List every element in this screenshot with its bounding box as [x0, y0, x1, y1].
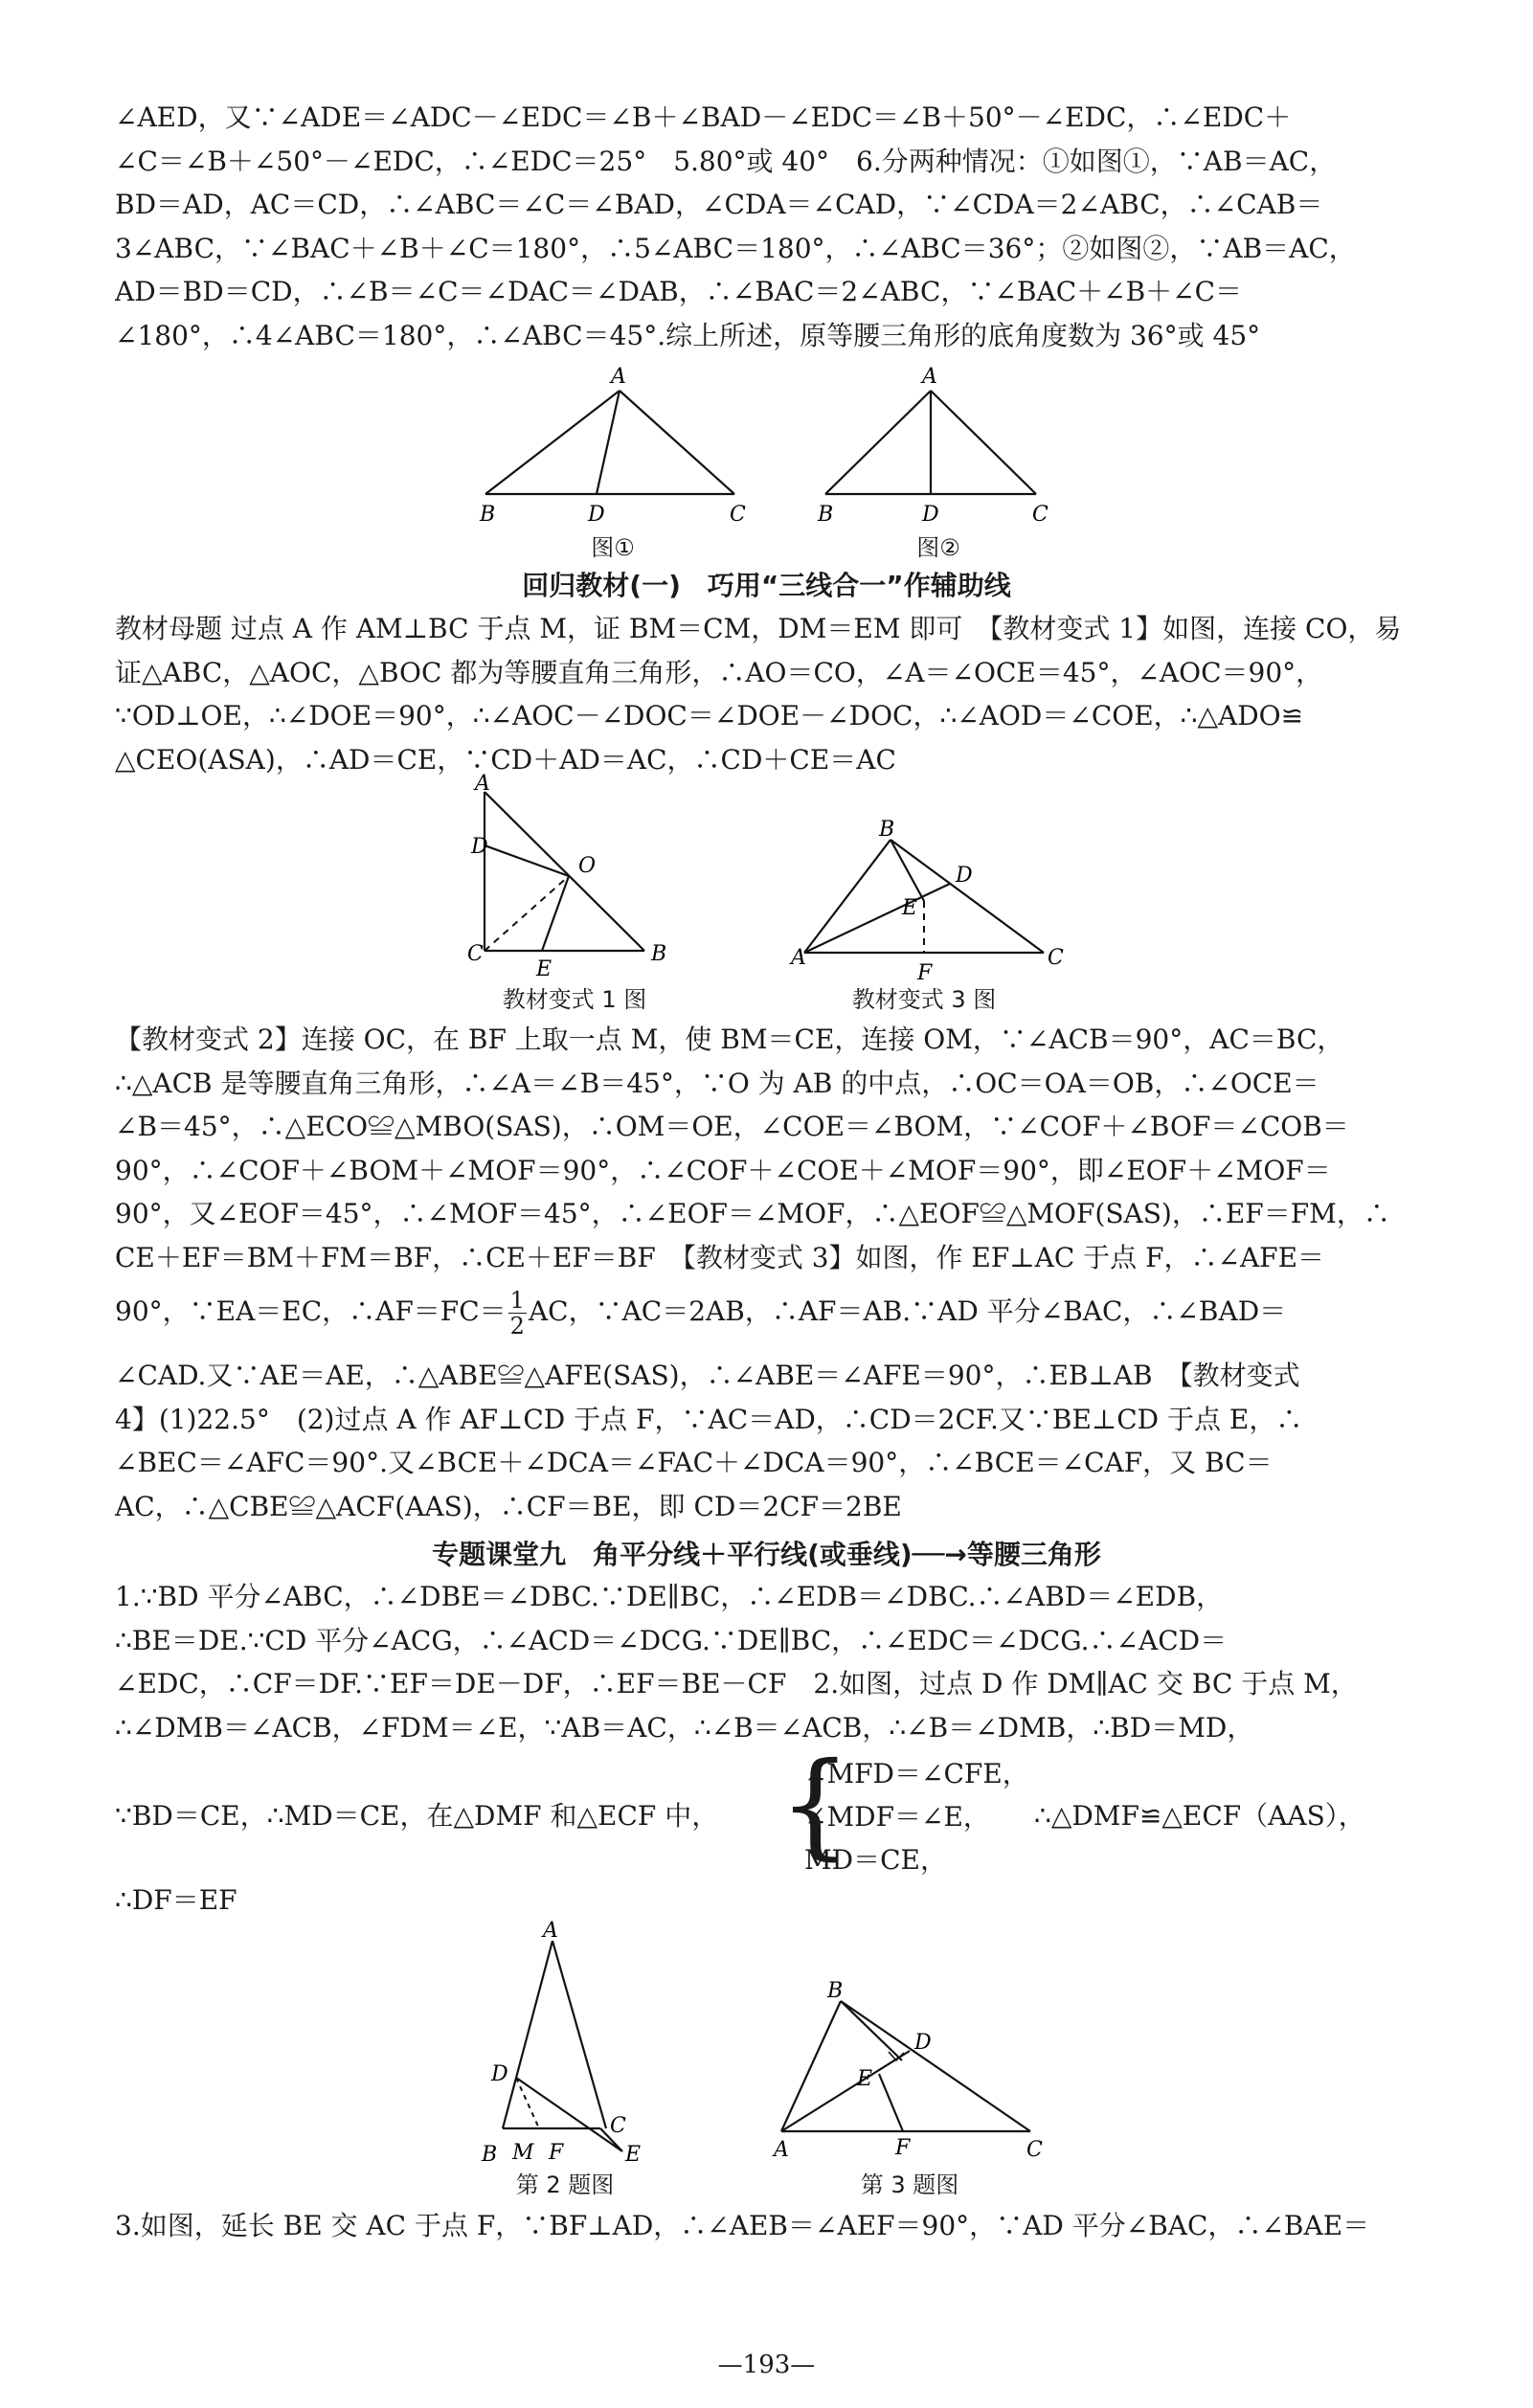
case-line: MD＝CE，	[804, 1844, 947, 1876]
label-d: D	[471, 835, 488, 859]
label-m: M	[512, 2141, 534, 2165]
label-c: C	[610, 2114, 626, 2138]
text-line: ∵OD⊥OE，∴∠DOE＝90°，∴∠AOC－∠DOC＝∠DOE－∠DOC，∴∠AOD＝∠COE，∴△ADO≌	[115, 700, 1304, 731]
text-line: ∠C＝∠B＋∠50°－∠EDC，∴∠EDC＝25° 5.80°或 40° 6.分两种情况：①如图①，∵AB＝AC，	[115, 145, 1337, 177]
figure-3	[458, 771, 688, 981]
label-a: A	[922, 365, 937, 389]
answer-block-9	[115, 2204, 1427, 2248]
text-line: 证△ABC，△AOC，△BOC 都为等腰直角三角形，∴AO＝CO，∠A＝∠OCE＝45°，∠AOC＝90°，	[115, 656, 1323, 688]
fraction-numerator: 1	[509, 1287, 525, 1314]
label-d: D	[588, 503, 605, 527]
label-f: F	[549, 2141, 564, 2165]
answer-block-5	[115, 1354, 1427, 1528]
label-d: D	[491, 2062, 508, 2086]
text-line	[115, 1283, 1427, 1340]
label-a: A	[791, 946, 806, 970]
figure-2	[814, 364, 1063, 527]
label-e: E	[857, 2067, 873, 2091]
text-line: △CEO(ASA)，∴AD＝CE，∵CD＋AD＝AC，∴CD＋CE＝AC	[115, 743, 896, 776]
text-line: CE＋EF＝BM＋FM＝BF，∴CE＋EF＝BF 【教材变式 3】如图，作 EF⊥AC 于点 F，∴∠AFE＝	[115, 1241, 1325, 1273]
section-title-1: 回归教材(一) 巧用“三线合一”作辅助线	[522, 570, 1011, 601]
label-a: A	[543, 1919, 558, 1943]
figure-5	[474, 1919, 665, 2167]
label-e: E	[902, 896, 918, 920]
text-line: ∴BE＝DE.∵CD 平分∠ACG，∴∠ACD＝∠DCG.∵DE∥BC，∴∠EDC＝∠DCG.∴∠ACD＝	[115, 1624, 1228, 1656]
text-line: 90°，又∠EOF＝45°，∴∠MOF＝45°，∴∠EOF＝∠MOF，∴△EOF≌△MOF(SAS)，∴EF＝FM，∴	[115, 1198, 1390, 1229]
figure-2-diagram	[814, 364, 1063, 527]
label-b: B	[480, 503, 496, 527]
fraction	[508, 1288, 527, 1339]
label-b: B	[482, 2143, 498, 2167]
text-line: ∴∠DMB＝∠ACB，∠FDM＝∠E，∵AB＝AC，∴∠B＝∠ACB，∴∠B＝∠DMB，∴BD＝MD，	[115, 1711, 1254, 1744]
cases-list	[804, 1752, 1029, 1881]
label-b: B	[827, 1979, 844, 2003]
figure-3-diagram	[458, 771, 688, 981]
text-line: ∠BEC＝∠AFC＝90°.又∠BCE＋∠DCA＝∠FAC＋∠DCA＝90°，∴∠BCE＝∠CAF，又 BC＝	[115, 1447, 1273, 1478]
text-line: 4】(1)22.5° (2)过点 A 作 AF⊥CD 于点 F，∵AC＝AD，∴CD＝2CF.又∵BE⊥CD 于点 E，∴	[115, 1403, 1303, 1435]
answer-block-4	[115, 1283, 1427, 1340]
page-number: —193—	[717, 2351, 816, 2379]
label-a: A	[774, 2138, 789, 2162]
text-line: ∠CAD.又∵AE＝AE，∴△ABE≌△AFE(SAS)，∴∠ABE＝∠AFE＝90°，∴EB⊥AB 【教材变式	[115, 1360, 1300, 1391]
label-d: D	[914, 2031, 932, 2055]
fraction-denominator: 2	[509, 1313, 525, 1339]
label-b: B	[651, 942, 667, 966]
figure-3-caption: 教材变式 1 图	[502, 986, 647, 1013]
answer-block-8	[115, 1879, 1427, 1923]
label-e: E	[536, 957, 552, 981]
figure-4	[785, 818, 1072, 985]
text-line: ∠B＝45°，∴△ECO≌△MBO(SAS)，∴OM＝OE，∠COE＝∠BOM，∵∠COF＋∠BOF＝∠COB＝	[115, 1111, 1349, 1142]
figure-6-caption: 第 3 题图	[860, 2172, 959, 2198]
label-c: C	[1048, 946, 1064, 970]
section-title-2: 专题课堂九 角平分线＋平行线(或垂线)──→等腰三角形	[432, 1539, 1101, 1570]
label-a: A	[475, 772, 490, 796]
label-d: D	[956, 864, 973, 888]
figure-6-diagram	[766, 1979, 1053, 2162]
text-line: 1.∵BD 平分∠ABC，∴∠DBE＝∠DBC.∵DE∥BC，∴∠EDB＝∠DBC.∴∠ABD＝∠EDB，	[115, 1581, 1224, 1612]
answer-block-2	[115, 607, 1427, 781]
figure-2-caption: 图②	[916, 534, 960, 561]
label-b: B	[818, 503, 834, 527]
text-segment: 90°，∵EA＝EC，∴AF＝FC＝	[115, 1295, 507, 1327]
label-c: C	[467, 942, 484, 966]
figure-5-caption: 第 2 题图	[515, 2172, 615, 2198]
text-line: 3∠ABC，∵∠BAC＋∠B＋∠C＝180°，∴5∠ABC＝180°，∴∠ABC＝36°；②如图②，∵AB＝AC，	[115, 232, 1356, 264]
label-d: D	[922, 503, 939, 527]
text-line: AC，∴△CBE≌△ACF(AAS)，∴CF＝BE，即 CD＝2CF＝2BE	[115, 1490, 902, 1522]
figure-1	[474, 364, 761, 527]
answer-block-3	[115, 1018, 1427, 1279]
text-line: ∴DF＝EF	[115, 1884, 237, 1916]
label-b: B	[879, 818, 895, 842]
label-c: C	[1032, 503, 1048, 527]
text-line: ∴△ACB 是等腰直角三角形，∴∠A＝∠B＝45°，∵O 为 AB 的中点，∴OC＝OA＝OB，∴∠OCE＝	[115, 1067, 1319, 1099]
text-line: 【教材变式 2】连接 OC，在 BF 上取一点 M，使 BM＝CE，连接 OM，∵∠ACB＝90°，AC＝BC，	[115, 1024, 1344, 1055]
label-f: F	[917, 961, 933, 985]
label-e: E	[625, 2143, 642, 2167]
cases-brace: {	[778, 1739, 852, 1872]
label-c: C	[730, 503, 746, 527]
text-segment: ∵BD＝CE，∴MD＝CE，在△DMF 和△ECF 中，	[115, 1800, 719, 1832]
figure-4-diagram	[785, 818, 1072, 985]
answer-block-1	[115, 96, 1427, 357]
figure-4-caption: 教材变式 3 图	[851, 986, 997, 1013]
text-line: ∠EDC，∴CF＝DF.∵EF＝DE－DF，∴EF＝BE－CF 2.如图，过点 D 作 DM∥AC 交 BC 于点 M，	[115, 1668, 1358, 1699]
figure-6	[766, 1979, 1053, 2162]
label-c: C	[1026, 2138, 1043, 2162]
label-f: F	[895, 2136, 911, 2160]
text-line: 教材母题 过点 A 作 AM⊥BC 于点 M，证 BM＝CM，DM＝EM 即可 【教材变式 1】如图，连接 CO，易	[115, 613, 1402, 644]
text-line: 3.如图，延长 BE 交 AC 于点 F，∵BF⊥AD，∴∠AEB＝∠AEF＝90°，∵AD 平分∠BAC，∴∠BAE＝	[115, 2210, 1370, 2241]
answer-block-6	[115, 1575, 1427, 1749]
text-line: ∠180°，∴4∠ABC＝180°，∴∠ABC＝45°.综上所述，原等腰三角形的底角度数为 36°或 45°	[115, 319, 1261, 351]
text-line: ∠AED，又∵∠ADE＝∠ADC－∠EDC＝∠B＋∠BAD－∠EDC＝∠B＋50°－∠EDC，∴∠EDC＋	[115, 101, 1292, 133]
text-line: AD＝BD＝CD，∴∠B＝∠C＝∠DAC＝∠DAB，∴∠BAC＝2∠ABC，∵∠BAC＋∠B＋∠C＝	[115, 276, 1243, 307]
text-segment: ∴△DMF≌△ECF（AAS），	[1034, 1800, 1365, 1832]
text-segment: AC，∵AC＝2AB，∴AF＝AB.∵AD 平分∠BAC，∴∠BAD＝	[528, 1295, 1287, 1327]
case-line: ∠MFD＝∠CFE，	[804, 1758, 1029, 1789]
figure-1-diagram	[474, 364, 761, 527]
case-line: ∠MDF＝∠E，	[804, 1801, 990, 1833]
label-o: O	[578, 854, 597, 878]
text-line: 90°，∴∠COF＋∠BOM＋∠MOF＝90°，∴∠COF＋∠COE＋∠MOF＝90°，即∠EOF＋∠MOF＝	[115, 1154, 1331, 1186]
figure-1-caption: 图①	[591, 534, 635, 561]
text-line: BD＝AD，AC＝CD，∴∠ABC＝∠C＝∠BAD，∠CDA＝∠CAD，∵∠CDA＝2∠ABC，∴∠CAB＝	[115, 189, 1323, 220]
figure-5-diagram	[474, 1919, 665, 2167]
label-a: A	[611, 365, 626, 389]
